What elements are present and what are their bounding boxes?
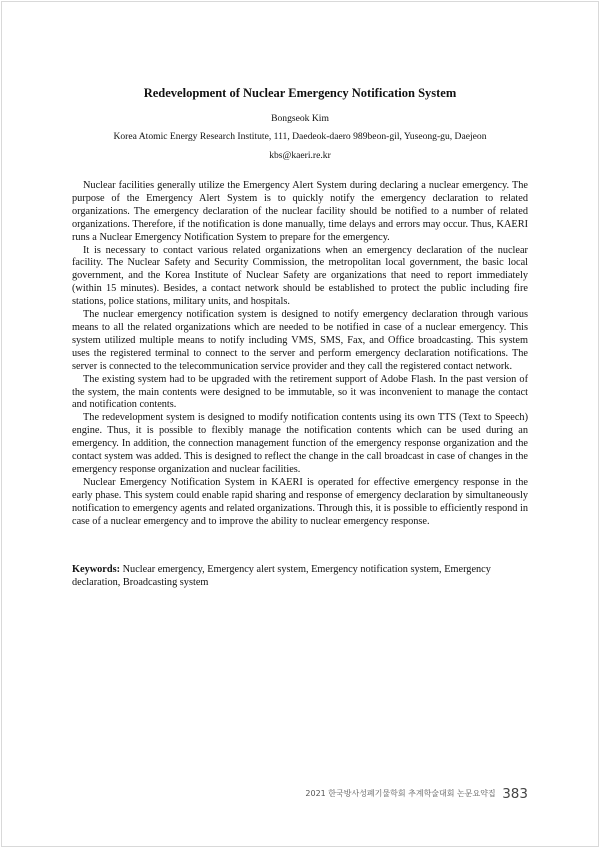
paragraph: It is necessary to contact various related organizations when an emergency declaration of the nuclear facility. The Nuclear Safety and Security Commission, the metropolitan local government, the basic local government, and the Korea Institute of Nuclear Safety are organizations that need to report immediately (within 15 minutes). Besides, a contact network should be established to protect the public including fire stations, police stations, military units, and hospitals. (72, 244, 528, 308)
author-name: Bongseok Kim (271, 113, 329, 124)
proceedings-title: 2021 한국방사성폐기물학회 추계학술대회 논문요약집 (305, 789, 496, 798)
keywords-section (72, 564, 528, 590)
author-affiliation: Korea Atomic Energy Research Institute, 111, Daedeok-daero 989beon-gil, Yuseong-gu, Daejeon (113, 131, 487, 142)
page-footer (305, 786, 528, 802)
paragraph: Nuclear facilities generally utilize the Emergency Alert System during declaring a nuclear emergency. The purpose of the Emergency Alert System is to quickly notify the emergency declaration to related organizations. The emergency declaration of the nuclear facility should be notified to a number of related organizations. Therefore, if the notification is done manually, time delays and errors may occur. Thus, KAERI runs a Nuclear Emergency Notification System to prepare for the emergency. (72, 180, 528, 243)
paragraph: The existing system had to be upgraded with the retirement support of Adobe Flash. In the past version of the system, the main contents were designed to be immutable, so it was inconvenient to manage the contact and notification contents. (72, 373, 528, 411)
keywords-label: Keywords: (72, 564, 121, 575)
abstract-body (72, 180, 528, 528)
page-number: 383 (502, 786, 528, 802)
keywords-text: Nuclear emergency, Emergency alert system, Emergency notification system, Emergency declaration, Broadcasting system (72, 564, 491, 588)
paper-title: Redevelopment of Nuclear Emergency Notification System (143, 86, 457, 100)
paragraph: Nuclear Emergency Notification System in KAERI is operated for effective emergency response in the early phase. This system could enable rapid sharing and response of emergency declaration by simultaneously notification to emergency agents and related organizations. Through this, it is possible to efficiently respond in case of a nuclear emergency and to improve the ability to nuclear emergency response. (72, 476, 528, 527)
paragraph: The redevelopment system is designed to modify notification contents using its own TTS (Text to Speech) engine. Thus, it is possible to flexibly manage the notification contents which can be used during an emergency. In addition, the connection management function of the emergency response organization and the contact system was added. This is designed to reflect the change in the call broadcast in case of changes in the emergency response organization and nuclear facilities. (72, 412, 528, 475)
author-email: kbs@kaeri.re.kr (269, 150, 331, 161)
paragraph: The nuclear emergency notification system is designed to notify emergency declaration through various means to all the related organizations which are needed to be notified in case of a nuclear emergency. This system utilized multiple means to notify including VMS, SMS, Fax, and Office broadcasting. This system uses the registered terminal to connect to the server and perform emergency declaration notifications. The server is connected to the telecommunication service provider and they call the registered contact network. (72, 309, 528, 372)
